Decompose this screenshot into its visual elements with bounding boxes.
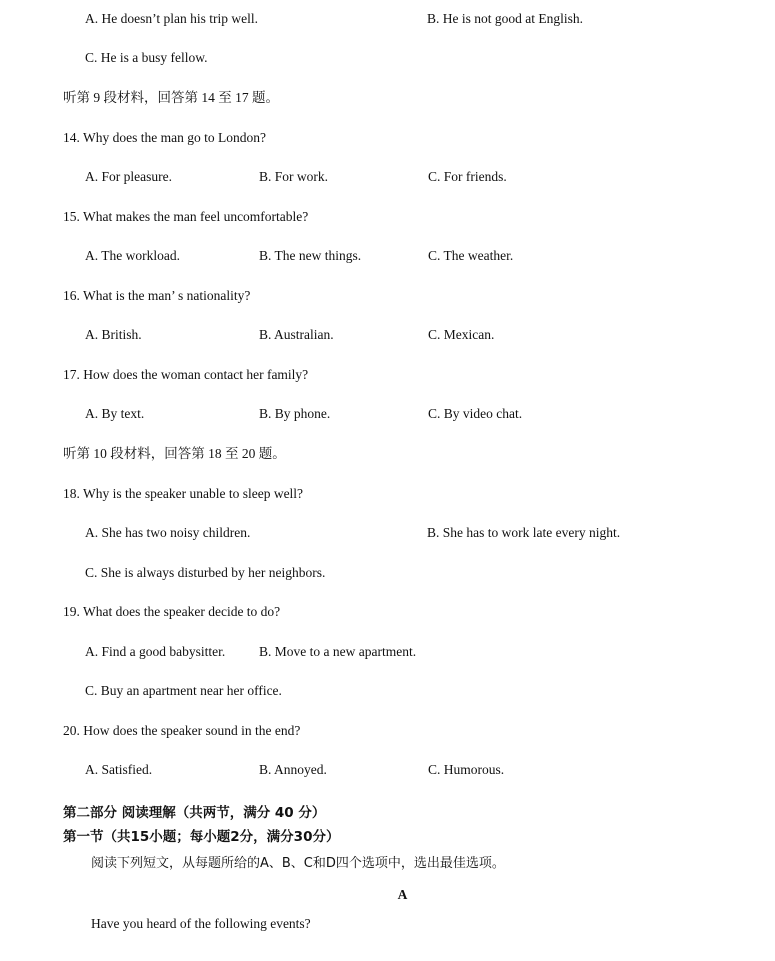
passage-label: A xyxy=(397,887,408,902)
q16-option-a: A. British. xyxy=(85,327,142,342)
q19-option-c: C. Buy an apartment near her office. xyxy=(85,683,282,698)
q16-option-b: B. Australian. xyxy=(259,327,334,342)
q20-option-b: B. Annoyed. xyxy=(259,762,327,777)
q15-option-c: C. The weather. xyxy=(428,248,514,263)
passage-first-line: Have you heard of the following events? xyxy=(91,916,311,931)
q18-option-c: C. She is always disturbed by her neighbors. xyxy=(85,565,326,580)
q13-option-c: C. He is a busy fellow. xyxy=(85,50,208,65)
q19-stem: 19. What does the speaker decide to do? xyxy=(63,604,281,619)
q17-option-b: B. By phone. xyxy=(259,406,331,421)
q18-stem: 18. Why is the speaker unable to sleep well? xyxy=(63,486,304,501)
q13-option-a: A. He doesn’t plan his trip well. xyxy=(85,11,258,26)
q14-stem: 14. Why does the man go to London? xyxy=(63,130,266,145)
q20-option-c: C. Humorous. xyxy=(428,762,505,777)
q14-option-b: B. For work. xyxy=(259,169,329,184)
section-10-instruction: 听第 10 段材料，回答第 18 至 20 题。 xyxy=(63,446,286,461)
q13-option-b: B. He is not good at English. xyxy=(427,11,583,26)
q17-option-c: C. By video chat. xyxy=(428,406,523,421)
q17-stem: 17. How does the woman contact her family? xyxy=(63,367,309,382)
q17-option-a: A. By text. xyxy=(85,406,145,421)
q14-option-c: C. For friends. xyxy=(428,169,507,184)
q20-stem: 20. How does the speaker sound in the end? xyxy=(63,723,301,738)
q18-option-a: A. She has two noisy children. xyxy=(85,525,251,540)
q14-option-a: A. For pleasure. xyxy=(85,169,172,184)
section-1-title: 第一节（共15小题；每小题2分，满分30分） xyxy=(63,829,340,845)
q16-stem: 16. What is the man’ s nationality? xyxy=(63,288,251,303)
q20-option-a: A. Satisfied. xyxy=(85,762,153,777)
section-9-instruction: 听第 9 段材料，回答第 14 至 17 题。 xyxy=(63,90,279,105)
q18-option-b: B. She has to work late every night. xyxy=(427,525,621,540)
q15-option-a: A. The workload. xyxy=(85,248,180,263)
reading-instruction: 阅读下列短文，从每题所给的A、B、C和D四个选项中，选出最佳选项。 xyxy=(91,856,505,871)
q15-stem: 15. What makes the man feel uncomfortable? xyxy=(63,209,309,224)
q19-option-b: B. Move to a new apartment. xyxy=(259,644,417,659)
part-2-title: 第二部分 阅读理解（共两节，满分 40 分） xyxy=(63,805,326,821)
q19-option-a: A. Find a good babysitter. xyxy=(85,644,226,659)
q15-option-b: B. The new things. xyxy=(259,248,362,263)
q16-option-c: C. Mexican. xyxy=(428,327,495,342)
